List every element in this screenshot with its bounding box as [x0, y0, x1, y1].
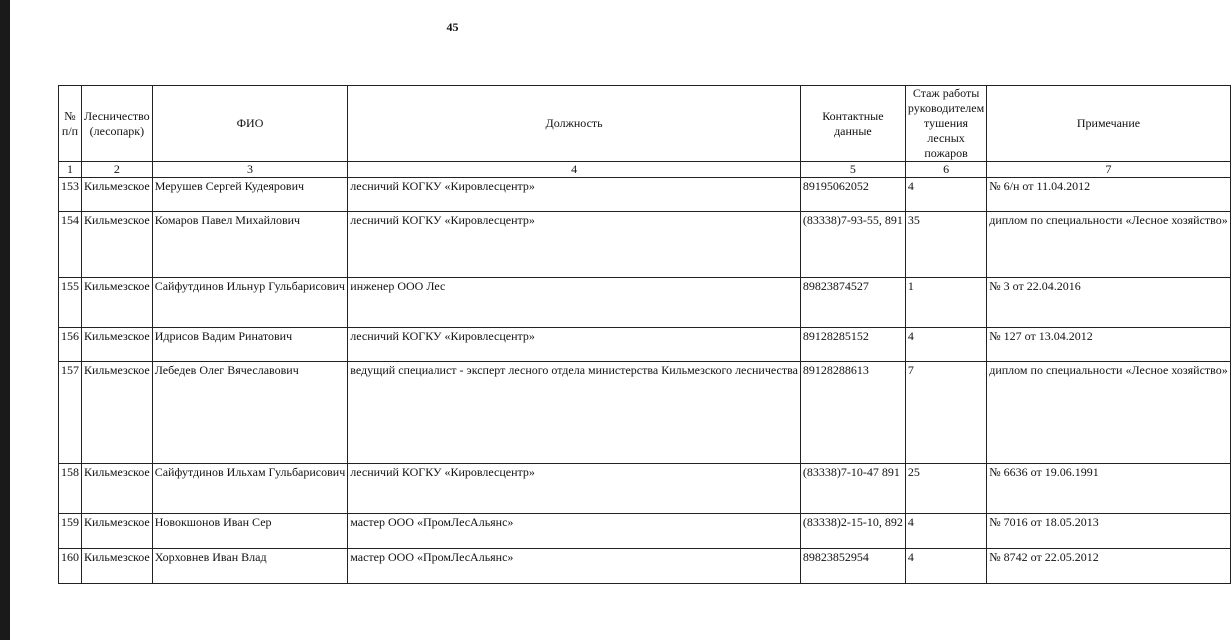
page-number: 45 — [446, 20, 459, 34]
cell-contacts: (83338)2-15-10, 892 — [800, 514, 905, 549]
cell-contacts: 89128285152 — [800, 328, 905, 362]
cell-note: диплом по специальности «Лесное хозяйство» — [987, 212, 1231, 278]
cell-position: ведущий специалист - эксперт лесного отдела министерства Кильмезского лесничества — [348, 362, 801, 464]
cell-fio: Мерушев Сергей Кудеярович — [152, 178, 348, 212]
column-number-row — [59, 162, 1231, 178]
table-row — [59, 549, 1231, 584]
cell-experience: 1 — [905, 278, 986, 328]
cell-experience: 35 — [905, 212, 986, 278]
cell-num: 153 — [59, 178, 82, 212]
header-position: Должность — [348, 86, 801, 162]
table-row — [59, 362, 1231, 464]
cell-position: мастер ООО «ПромЛесАльянс» — [348, 514, 801, 549]
cell-note: № 6/н от 11.04.2012 — [987, 178, 1231, 212]
scan-edge-bar — [0, 0, 10, 640]
cell-position: лесничий КОГКУ «Кировлесцентр» — [348, 464, 801, 514]
cell-position: лесничий КОГКУ «Кировлесцентр» — [348, 212, 801, 278]
column-number: 7 — [987, 162, 1231, 178]
cell-note: № 3 от 22.04.2016 — [987, 278, 1231, 328]
cell-forestry: Кильмезское — [82, 328, 153, 362]
cell-note: № 127 от 13.04.2012 — [987, 328, 1231, 362]
cell-fio: Хорховнев Иван Влад — [152, 549, 348, 584]
column-number: 5 — [800, 162, 905, 178]
cell-forestry: Кильмезское — [82, 549, 153, 584]
cell-fio: Сайфутдинов Ильнур Гульбарисович — [152, 278, 348, 328]
cell-experience: 4 — [905, 549, 986, 584]
cell-fio: Сайфутдинов Ильхам Гульбарисович — [152, 464, 348, 514]
cell-note: диплом по специальности «Лесное хозяйство» — [987, 362, 1231, 464]
cell-note: № 6636 от 19.06.1991 — [987, 464, 1231, 514]
cell-forestry: Кильмезское — [82, 278, 153, 328]
cell-experience: 7 — [905, 362, 986, 464]
cell-fio: Лебедев Олег Вячеславович — [152, 362, 348, 464]
table-row — [59, 178, 1231, 212]
cell-experience: 25 — [905, 464, 986, 514]
cell-experience: 4 — [905, 328, 986, 362]
cell-note: № 7016 от 18.05.2013 — [987, 514, 1231, 549]
cell-contacts: 89823852954 — [800, 549, 905, 584]
column-number: 2 — [82, 162, 153, 178]
cell-experience: 4 — [905, 514, 986, 549]
cell-fio: Новокшонов Иван Сер — [152, 514, 348, 549]
table-row — [59, 464, 1231, 514]
cell-num: 160 — [59, 549, 82, 584]
header-num: № п/п — [59, 86, 82, 162]
header-row — [59, 86, 1231, 162]
cell-forestry: Кильмезское — [82, 514, 153, 549]
header-note: Примечание — [987, 86, 1231, 162]
cell-forestry: Кильмезское — [82, 212, 153, 278]
cell-contacts: 89823874527 — [800, 278, 905, 328]
table-row — [59, 514, 1231, 549]
cell-num: 157 — [59, 362, 82, 464]
cell-fio: Идрисов Вадим Ринатович — [152, 328, 348, 362]
cell-position: инженер ООО Лес — [348, 278, 801, 328]
header-experience: Стаж работы руководителем тушения лесных пожаров — [905, 86, 986, 162]
cell-forestry: Кильмезское — [82, 464, 153, 514]
cell-experience: 4 — [905, 178, 986, 212]
column-number: 4 — [348, 162, 801, 178]
cell-contacts: 89195062052 — [800, 178, 905, 212]
cell-num: 159 — [59, 514, 82, 549]
table-row — [59, 212, 1231, 278]
cell-note: № 8742 от 22.05.2012 — [987, 549, 1231, 584]
cell-num: 156 — [59, 328, 82, 362]
cell-contacts: (83338)7-10-47 891 — [800, 464, 905, 514]
fire-managers-table — [58, 85, 1231, 584]
cell-num: 155 — [59, 278, 82, 328]
cell-contacts: 89128288613 — [800, 362, 905, 464]
cell-forestry: Кильмезское — [82, 362, 153, 464]
column-number: 3 — [152, 162, 348, 178]
column-number: 1 — [59, 162, 82, 178]
cell-contacts: (83338)7-93-55, 891 — [800, 212, 905, 278]
header-contacts: Контактные данные — [800, 86, 905, 162]
table-row — [59, 278, 1231, 328]
header-forestry: Лесничество (лесопарк) — [82, 86, 153, 162]
cell-position: лесничий КОГКУ «Кировлесцентр» — [348, 328, 801, 362]
column-number: 6 — [905, 162, 986, 178]
cell-num: 154 — [59, 212, 82, 278]
cell-forestry: Кильмезское — [82, 178, 153, 212]
cell-position: лесничий КОГКУ «Кировлесцентр» — [348, 178, 801, 212]
cell-fio: Комаров Павел Михайлович — [152, 212, 348, 278]
header-fio: ФИО — [152, 86, 348, 162]
table-row — [59, 328, 1231, 362]
cell-num: 158 — [59, 464, 82, 514]
cell-position: мастер ООО «ПромЛесАльянс» — [348, 549, 801, 584]
